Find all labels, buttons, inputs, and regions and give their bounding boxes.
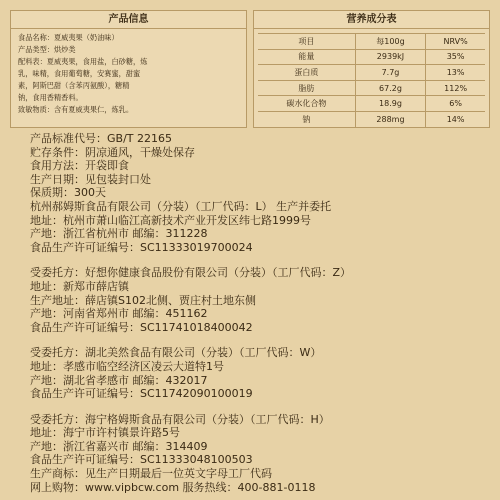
nutrition-item: 能量 <box>258 49 355 65</box>
allergen-row <box>11 104 246 116</box>
website-hotline-line: 网上购物：www.vipbcw.com 服务热线：400-881-0118 <box>30 480 316 494</box>
shelf-life-line: 保质期：300天 <box>30 186 106 200</box>
origin-line: 产地：浙江省杭州市 邮编：311228 <box>30 227 208 241</box>
license-line: 食品生产许可证编号：SC11333048100503 <box>30 453 253 467</box>
subcontractor-line: 受委托方：海宁格姆斯食品有限公司（分装）（工厂代码：H） <box>30 412 330 426</box>
address-line: 地址：海宁市许村镇景许路5号 <box>30 426 180 440</box>
standard-code-line: 产品标准代号：GB/T 22165 <box>30 132 172 145</box>
detail-block-manufacturer <box>30 132 485 254</box>
ingredients-line-4: 钠，食用香精香料。 <box>18 93 83 102</box>
nutrition-title: 营养成分表 <box>254 11 489 29</box>
nutrition-panel <box>253 10 490 128</box>
nutrition-header-row <box>258 34 485 50</box>
detail-block-subcontractor-z <box>30 266 485 334</box>
nutrition-nrv: 35% <box>426 49 485 65</box>
nutrition-amount: 288mg <box>355 111 425 127</box>
product-name-label: 食品名称： <box>18 33 54 42</box>
nutrition-amount: 67.2g <box>355 80 425 96</box>
origin-line: 产地：浙江省嘉兴市 邮编：314409 <box>30 439 208 453</box>
ingredients-line-1: 配料表：夏威夷果，食用盐，白砂糖，炼 <box>18 57 148 66</box>
allergen-label: 致敏物质： <box>18 105 54 114</box>
nutrition-header-nrv: NRV% <box>426 34 485 50</box>
nutrition-row <box>258 65 485 81</box>
block-gap <box>30 334 485 346</box>
detail-block-subcontractor-h <box>30 413 485 495</box>
nutrition-nrv: 13% <box>426 65 485 81</box>
block-gap <box>30 401 485 413</box>
nutrition-row <box>258 49 485 65</box>
nutrition-amount: 2939kJ <box>355 49 425 65</box>
product-info-body <box>11 29 246 116</box>
nutrition-row <box>258 96 485 112</box>
storage-line: 贮存条件：阴凉通风，干燥处保存 <box>30 145 195 159</box>
nutrition-nrv: 14% <box>426 111 485 127</box>
block-gap <box>30 254 485 266</box>
production-address-line: 生产地址：薛店镇S102北侧、贾庄村土地东侧 <box>30 293 256 307</box>
address-line: 地址：新郑市薛店镇 <box>30 279 129 293</box>
nutrition-item: 钠 <box>258 111 355 127</box>
address-line: 地址：杭州市萧山临江高新技术产业开发区纬七路1999号 <box>30 213 311 227</box>
license-line: 食品生产许可证编号：SC11333019700024 <box>30 240 253 254</box>
nutrition-row <box>258 111 485 127</box>
address-line: 地址：孝感市临空经济区凌云大道特1号 <box>30 359 224 373</box>
nutrition-item: 蛋白质 <box>258 65 355 81</box>
detail-block-subcontractor-w <box>30 346 485 400</box>
license-line: 食品生产许可证编号：SC11741018400042 <box>30 320 253 334</box>
subcontractor-line: 受委托方：好想你健康食品股份有限公司（分装）（工厂代码：Z） <box>30 266 352 280</box>
usage-line: 食用方法：开袋即食 <box>30 159 129 173</box>
manufacturer-line: 杭州郝姆斯食品有限公司（分装）（工厂代码：L） 生产并委托 <box>30 199 332 213</box>
product-type-label: 产品类型： <box>18 45 54 54</box>
nutrition-item: 脂肪 <box>258 80 355 96</box>
product-name-row <box>11 32 246 44</box>
allergen-value: 含有夏威夷果仁，炼乳。 <box>53 105 134 114</box>
product-type-row <box>11 44 246 56</box>
ingredients-line-3: 素，阿斯巴甜（含苯丙氨酸），糖精 <box>18 81 130 90</box>
nutrition-item: 碳水化合物 <box>258 96 355 112</box>
nutrition-header-item: 项目 <box>258 34 355 50</box>
product-details <box>30 132 485 494</box>
nutrition-header-per100g: 每100g <box>355 34 425 50</box>
product-info-panel <box>10 10 247 128</box>
subcontractor-line: 受委托方：湖北美然食品有限公司（分装）（工厂代码：W） <box>30 346 322 360</box>
production-date-line: 生产日期：见包装封口处 <box>30 172 151 186</box>
nutrition-row <box>258 80 485 96</box>
product-info-title: 产品信息 <box>11 11 246 29</box>
nutrition-nrv: 112% <box>426 80 485 96</box>
product-type-value: 烘炒类 <box>53 45 76 54</box>
nutrition-table <box>258 33 485 128</box>
nutrition-amount: 7.7g <box>355 65 425 81</box>
nutrition-nrv: 6% <box>426 96 485 112</box>
ingredients-line-2: 乳，味精，食用葡萄糖，安赛蜜，甜蜜 <box>18 69 141 78</box>
origin-line: 产地：河南省郑州市 邮编：451162 <box>30 307 208 321</box>
nutrition-amount: 18.9g <box>355 96 425 112</box>
origin-line: 产地：湖北省孝感市 邮编：432017 <box>30 373 208 387</box>
product-name-value: 夏威夷果（奶油味） <box>53 33 119 42</box>
license-line: 食品生产许可证编号：SC11742090100019 <box>30 387 253 401</box>
factory-code-note-line: 生产商标：见生产日期最后一位英文字母工厂代码 <box>30 467 272 481</box>
